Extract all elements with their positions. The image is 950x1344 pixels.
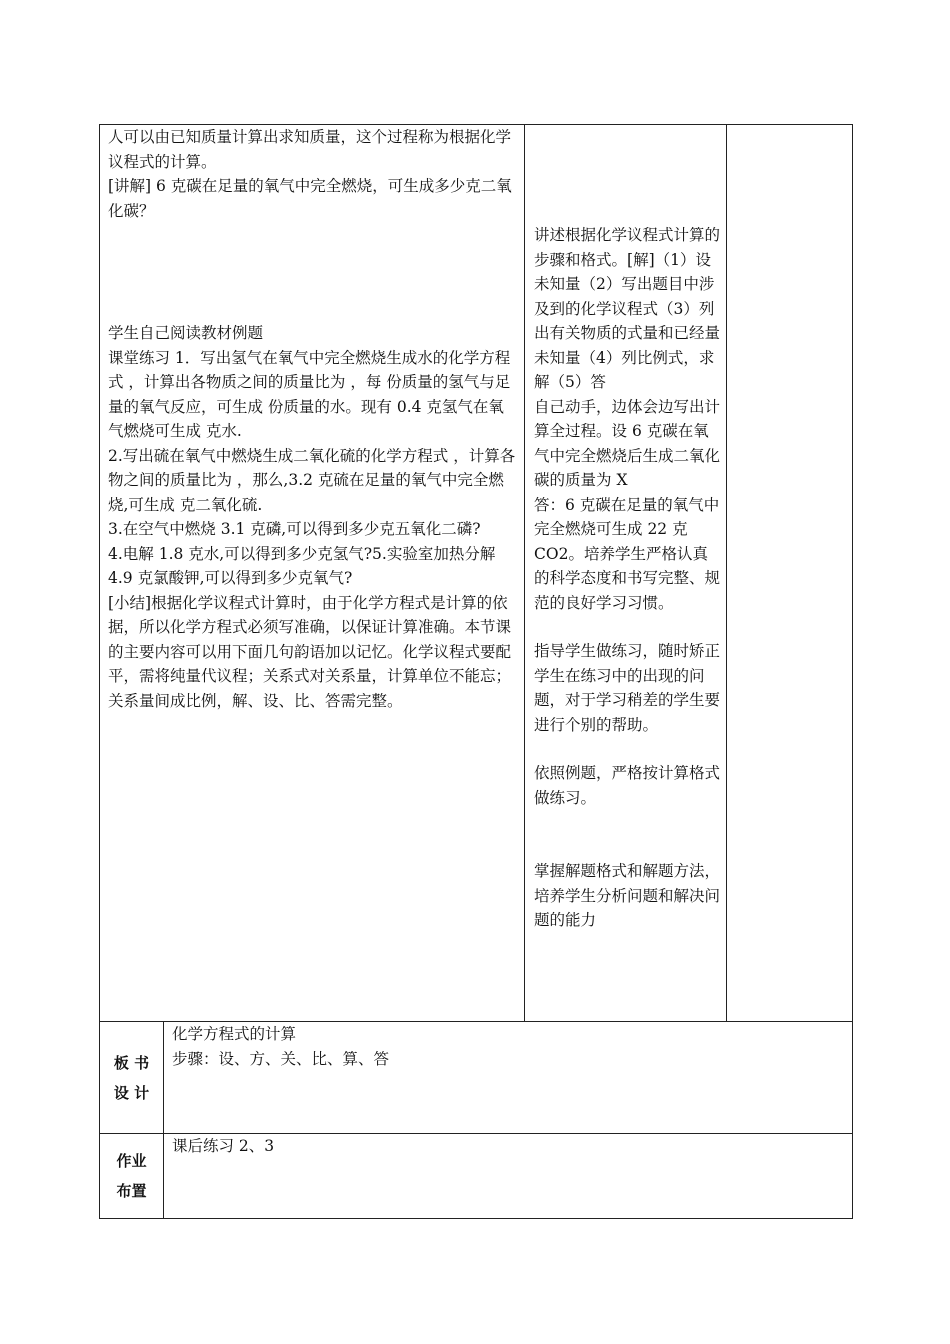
board-design-label xyxy=(100,1022,164,1134)
board-design-content xyxy=(164,1022,853,1134)
board-design-row xyxy=(100,1022,853,1134)
exercise-1: 课堂练习 1．写出氢气在氧气中完全燃烧生成水的化学方程式 ，计算出各物质之间的质量比为 ，每 份质量的氢气与足量的氧气反应，可生成 份质量的水。现有 0.4 克氢气在氧气燃烧可生成 克水. xyxy=(108,348,511,440)
homework-text: 课后练习 2、3 xyxy=(172,1137,275,1155)
mastery-note: 掌握解题格式和解题方法，培养学生分析问题和解决问题的能力 xyxy=(534,862,721,929)
homework-label-line1: 作业 xyxy=(116,1152,147,1170)
follow-example-note: 依照例题，严格按计算格式做练习。 xyxy=(534,764,721,807)
answer-note: 答：6 克碳在足量的氧气中完全燃烧可生成 22 克 CO2。培养学生严格认真的科学态度和书写完整、规范的良好学习习惯。 xyxy=(534,495,721,612)
board-label-line1: 板 书 xyxy=(113,1053,150,1072)
lecture-example: [讲解] 6 克碳在足量的氧气中完全燃烧，可生成多少克二氧化碳？ xyxy=(108,177,512,220)
exercise-2: 2.写出硫在氧气中燃烧生成二氧化硫的化学方程式 ，计算各物之间的质量比为 ，那么,3.2 克硫在足量的氧气中完全燃烧,可生成 克二氧化硫. xyxy=(108,446,516,514)
summary-paragraph: [小结]根据化学议程式计算时，由于化学方程式是计算的依据，所以化学方程式必须写准确，以保证计算准确。本节课的主要内容可以用下面几句韵语加以记忆。化学议程式要配平，需将纯量代议程；关系式对关系量，计算单位不能忘；关系量间成比例，解、设、比、答需完整。 xyxy=(108,593,512,710)
homework-content xyxy=(164,1134,853,1219)
lesson-content-row xyxy=(100,125,853,1022)
exercise-3: 3.在空气中燃烧 3.1 克磷,可以得到多少克五氧化二磷? xyxy=(108,520,481,538)
lesson-plan-table xyxy=(99,124,853,1219)
board-line-steps: 步骤：设、方、关、比、算、答 xyxy=(172,1049,390,1068)
homework-row xyxy=(100,1134,853,1219)
self-practice-note: 自己动手，边体会边写出计算全过程。设 6 克碳在氧气中完全燃烧后生成二氧化碳的质量为 X xyxy=(534,397,721,489)
self-reading-note: 学生自己阅读教材例题 xyxy=(108,324,264,342)
guidance-note: 指导学生做练习，随时矫正学生在练习中的出现的问题，对于学习稍差的学生要进行个别的帮助。 xyxy=(534,642,721,734)
board-line-title: 化学方程式的计算 xyxy=(172,1025,297,1043)
calc-steps-note: 讲述根据化学议程式计算的步骤和格式。[解]（1）设未知量（2）写出题目中涉及到的化学议程式（3）列出有关物质的式量和已经量未知量（4）列比例式，求解（5）答 xyxy=(534,226,721,391)
right-empty-cell xyxy=(727,125,853,1022)
homework-label xyxy=(100,1134,164,1219)
teacher-activity-cell xyxy=(525,125,727,1022)
exercise-4-5: 4.电解 1.8 克水,可以得到多少克氢气?5.实验室加热分解 4.9 克氯酸钾,可以得到多少克氧气? xyxy=(108,544,496,587)
board-label-line2: 设 计 xyxy=(113,1083,150,1102)
teaching-process-cell xyxy=(100,125,525,1022)
homework-label-line2: 布置 xyxy=(116,1182,147,1200)
intro-paragraph: 人可以由已知质量计算出求知质量，这个过程称为根据化学议程式的计算。 xyxy=(108,128,512,171)
